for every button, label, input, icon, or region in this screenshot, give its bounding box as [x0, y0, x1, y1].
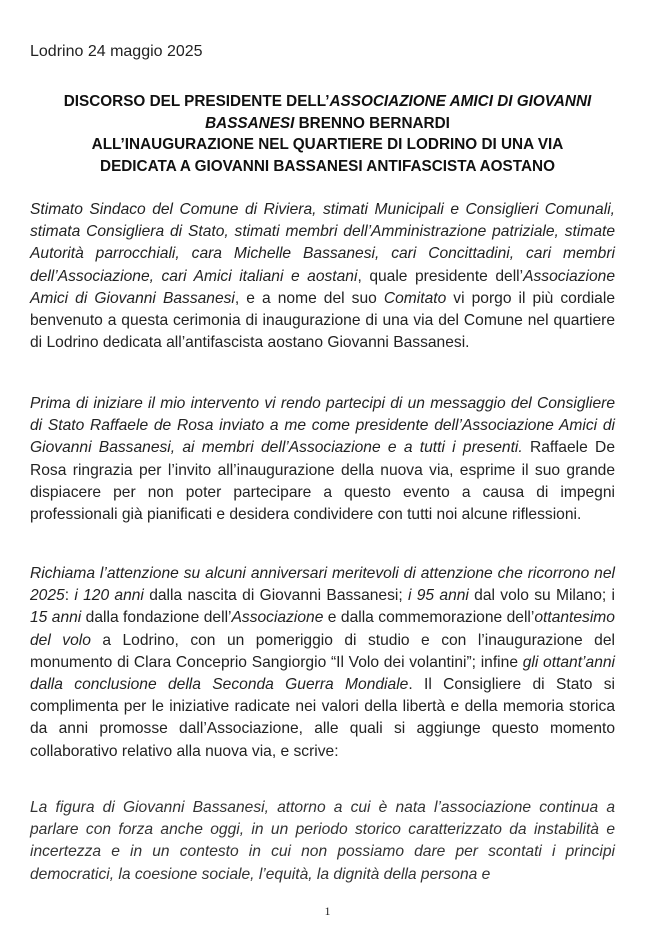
message-italic: Prima di iniziare il mio intervento vi rendo partecipi di un messaggio del Consigliere di Stato Raffaele de Rosa inviato a me come presidente dell’Associazione Amici di Giovanni Bassanesi, ai membri dell’Associazione e a tutti i presenti.	[30, 395, 615, 457]
paragraph-anniversaries	[30, 563, 615, 763]
anniv-t6: a Lodrino, con un pomeriggio di studio e con l’inaugurazione del monumento di Clara Conceprio Sangiorgio “Il Volo dei volantini”; infine	[30, 631, 615, 671]
title-line-3: ALL’INAUGURAZIONE NEL QUARTIERE DI LODRINO DI UNA VIA	[91, 136, 564, 153]
anniv-t1: :	[64, 587, 75, 605]
greeting-comitato: Comitato	[383, 289, 447, 307]
anniv-t5: e dalla commemorazione dell’	[323, 609, 535, 627]
greeting-text-b: , e a nome del suo	[234, 289, 384, 307]
paragraph-message	[30, 393, 615, 526]
greeting-association: Associazione Amici di Giovanni Bassanesi	[30, 267, 615, 307]
quote-italic: La figura di Giovanni Bassanesi, attorno a cui è nata l’associazione continua a parlare con forza anche oggi, in un periodo storico caratterizzato da instabilità e incertezza e in un contesto in cui non possiamo dare per scontati i principi democratici, la coesione sociale, l’equità, la dignità della persona e	[30, 799, 615, 883]
paragraph-greeting	[30, 199, 615, 354]
greeting-text-a: , quale presidente dell’	[357, 267, 524, 285]
anniv-i7: gli ottant’anni dalla conclusione della Seconda Guerra Mondiale	[30, 653, 615, 694]
message-text: Raffaele De Rosa ringrazia per l’invito all’inaugurazione della nuova via, esprime il suo grande dispiacere per non poter partecipare a questo evento a causa di impegni professionali già pianificati e desidera condividere con tutti noi alcune riflessioni.	[30, 439, 615, 524]
anniv-i6: ottantesimo del volo	[30, 609, 615, 649]
page-number: 1	[324, 904, 331, 918]
anniv-i2: i 120 anni	[74, 587, 144, 605]
anniv-t7: . Il Consigliere di Stato si complimenta per le iniziative radicate nei valori della libertà e della memoria storica da anni promosse dall’Associazione, alle quali si aggiunge questo momento collaborativo relativo alla nuova via, e scrive:	[30, 676, 615, 760]
anniv-i5: Associazione	[231, 609, 324, 627]
anniv-i1: Richiama l’attenzione su alcuni anniversari meritevoli di attenzione che ricorrono nel 2025	[30, 565, 615, 605]
anniv-t4: dalla fondazione dell’	[81, 609, 232, 627]
anniv-t2: dalla nascita di Giovanni Bassanesi;	[143, 587, 408, 605]
anniv-i3: i 95 anni	[408, 587, 469, 605]
anniv-t3: dal volo su Milano; i	[468, 587, 615, 605]
anniv-i4: 15 anni	[30, 609, 82, 627]
speech-title	[40, 91, 615, 177]
title-part-3: BRENNO BERNARDI	[294, 114, 450, 132]
title-part-1: DISCORSO DEL PRESIDENTE DELL’	[63, 93, 330, 110]
greeting-italic: Stimato Sindaco del Comune di Riviera, stimati Municipali e Consiglieri Comunali, stimata Consigliera di Stato, stimati membri dell’Amministrazione patriziale, stimate Autorità parrocchiali, cara Michelle Bassanesi, cari Concittadini, cari membri dell’Associazione, cari Amici italiani e aostani	[30, 201, 615, 285]
paragraph-quote	[30, 797, 615, 886]
title-line-4: DEDICATA A GIOVANNI BASSANESI ANTIFASCISTA AOSTANO	[100, 157, 555, 175]
greeting-text-c: vi porgo il più cordiale benvenuto a questa cerimonia di inaugurazione di una via del Comune nel quartiere di Lodrino dedicata all’antifascista aostano Giovanni Bassanesi.	[30, 289, 615, 352]
date-line: Lodrino 24 maggio 2025	[30, 43, 203, 60]
title-association-name: ASSOCIAZIONE AMICI DI GIOVANNI BASSANESI	[205, 93, 592, 132]
